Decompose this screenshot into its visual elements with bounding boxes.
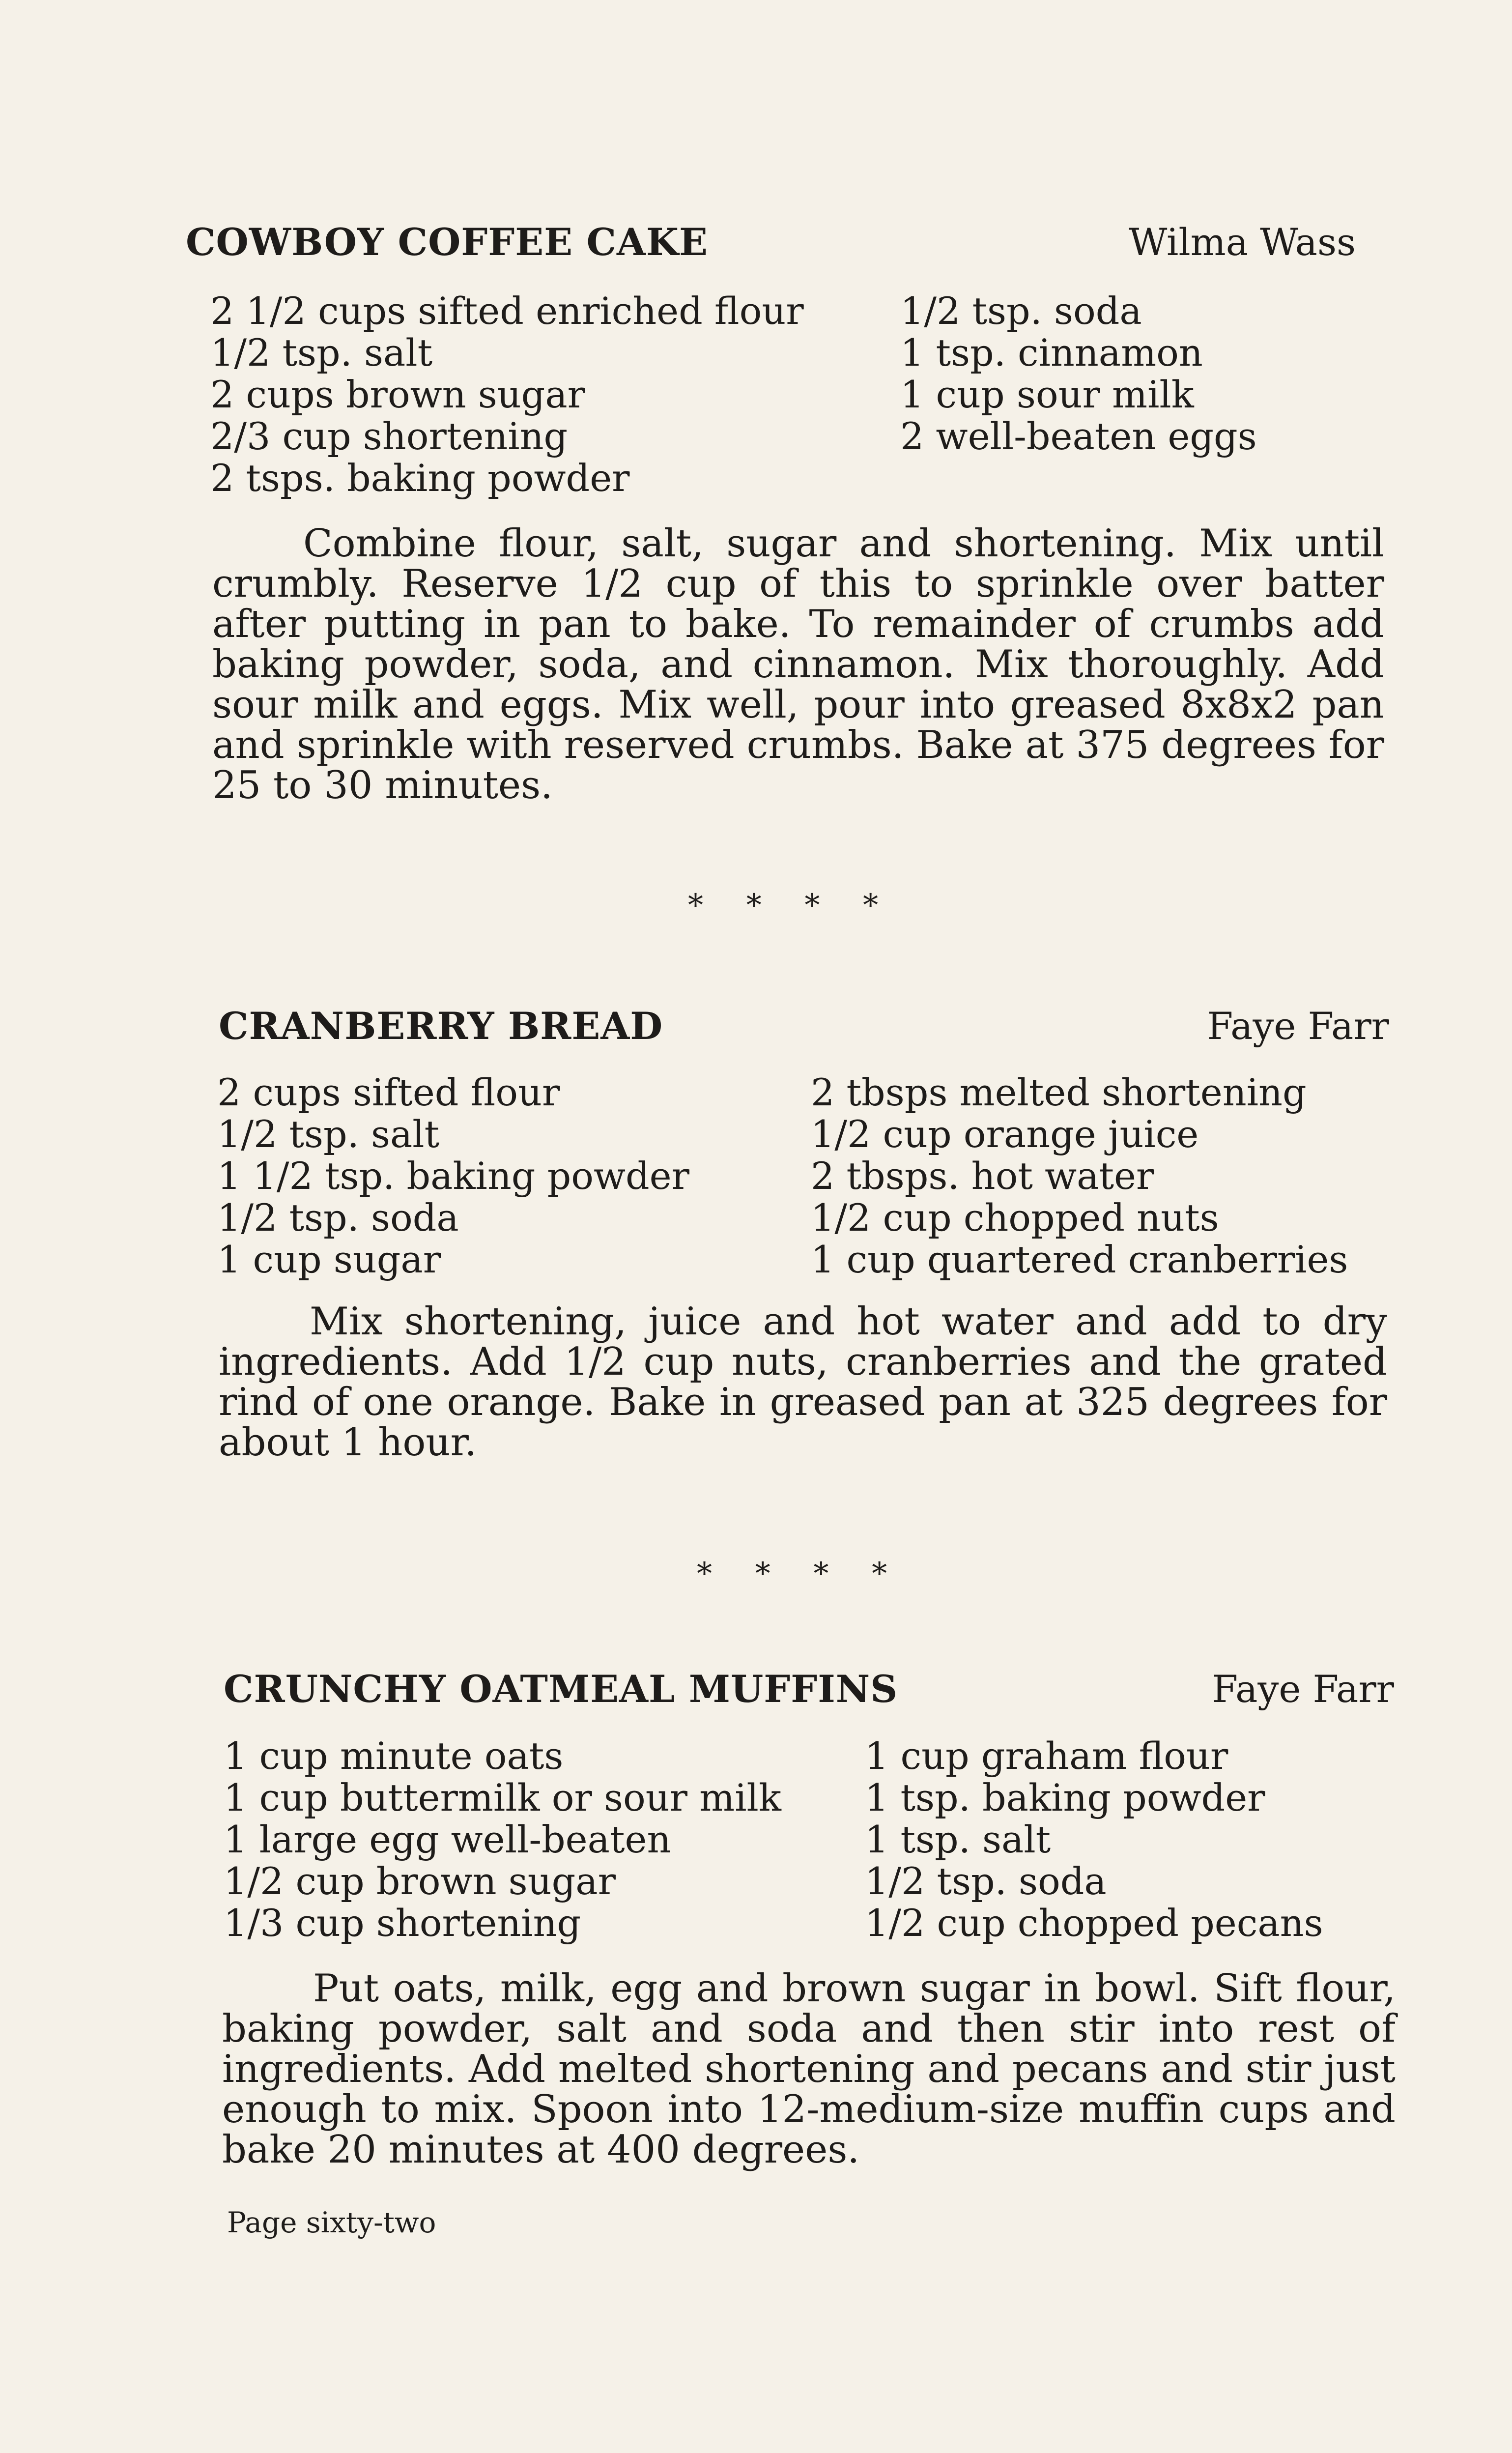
ingredient-item: 1/2 tsp. salt	[217, 1112, 440, 1156]
ingredient-item: 1/2 tsp. soda	[900, 289, 1142, 333]
ingredient-item: 2 well-beaten eggs	[900, 414, 1257, 458]
ingredients-left-column	[224, 1735, 781, 1944]
ingredient-item: 1/2 cup brown sugar	[224, 1859, 616, 1903]
ingredient-item: 2 cups sifted flour	[217, 1070, 560, 1114]
ingredient-item: 1/2 cup chopped pecans	[865, 1901, 1323, 1945]
ingredient-item: 1/2 tsp. soda	[217, 1196, 459, 1240]
ingredient-item: 2/3 cup shortening	[210, 414, 568, 458]
ingredient-item: 1 tsp. salt	[865, 1818, 1051, 1861]
ingredient-item: 2 cups brown sugar	[210, 373, 585, 416]
ingredient-item: 1 cup buttermilk or sour milk	[224, 1776, 781, 1819]
ingredient-item: 1/2 cup chopped nuts	[811, 1196, 1219, 1240]
recipe-instructions: Put oats, milk, egg and brown sugar in bowl. Sift flour, baking powder, salt and soda and then stir into rest of ingredients. Add melted shortening and pecans and stir just enough to mix. Spoon into 12-medium-size muffin cups and bake 20 minutes at 400 degrees.	[222, 1966, 1396, 2172]
ingredient-item: 1 large egg well-beaten	[224, 1818, 671, 1861]
ingredient-item: 1 cup sour milk	[900, 373, 1194, 416]
recipe-author: Faye Farr	[1207, 1004, 1389, 1048]
ingredients-right-column	[811, 1071, 1348, 1280]
section-separator: * * * *	[697, 1556, 904, 1591]
recipe-instructions: Combine flour, salt, sugar and shortening. Mix until crumbly. Reserve 1/2 cup of this to sprinkle over batter after putting in pan to bake. To remainder of crumbs add baking powder, soda, and cinnamon. Mix thoroughly. Add sour milk and eggs. Mix well, pour into greased 8x8x2 pan and sprinkle with reserved crumbs. Bake at 375 degrees for 25 to 30 minutes.	[212, 521, 1384, 808]
ingredients-right-column	[865, 1735, 1323, 1944]
ingredient-item: 1 cup graham flour	[865, 1734, 1228, 1778]
ingredients-left-column	[210, 290, 804, 499]
ingredients-right-column	[900, 290, 1257, 457]
ingredient-item: 1/3 cup shortening	[224, 1901, 581, 1945]
ingredient-item: 1 tsp. baking powder	[865, 1776, 1265, 1819]
ingredient-item: 2 tbsps melted shortening	[811, 1070, 1307, 1114]
ingredients-left-column	[217, 1071, 689, 1280]
ingredient-item: 2 tbsps. hot water	[811, 1154, 1154, 1198]
ingredient-item: 1 1/2 tsp. baking powder	[217, 1154, 689, 1198]
ingredient-item: 2 tsps. baking powder	[210, 456, 630, 500]
ingredient-item: 1 cup sugar	[217, 1238, 441, 1281]
page-number: Page sixty-two	[227, 2206, 436, 2239]
ingredient-item: 1/2 tsp. salt	[210, 331, 433, 375]
recipe-author: Faye Farr	[1212, 1667, 1394, 1711]
recipe-title: CRANBERRY BREAD	[219, 1004, 663, 1048]
recipe-title: COWBOY COFFEE CAKE	[186, 220, 708, 264]
recipe-author: Wilma Wass	[1129, 220, 1356, 264]
ingredient-item: 1/2 tsp. soda	[865, 1859, 1107, 1903]
recipe-instructions: Mix shortening, juice and hot water and add to dry ingredients. Add 1/2 cup nuts, cranberries and the grated rind of one orange. Bake in greased pan at 325 degrees for about 1 hour.	[219, 1299, 1387, 1465]
ingredient-item: 1 cup minute oats	[224, 1734, 564, 1778]
ingredient-item: 1 tsp. cinnamon	[900, 331, 1203, 375]
ingredient-item: 1 cup quartered cranberries	[811, 1238, 1348, 1281]
ingredient-item: 1/2 cup orange juice	[811, 1112, 1199, 1156]
section-separator: * * * *	[688, 887, 895, 923]
recipe-title: CRUNCHY OATMEAL MUFFINS	[224, 1667, 898, 1711]
ingredient-item: 2 1/2 cups sifted enriched flour	[210, 289, 804, 333]
